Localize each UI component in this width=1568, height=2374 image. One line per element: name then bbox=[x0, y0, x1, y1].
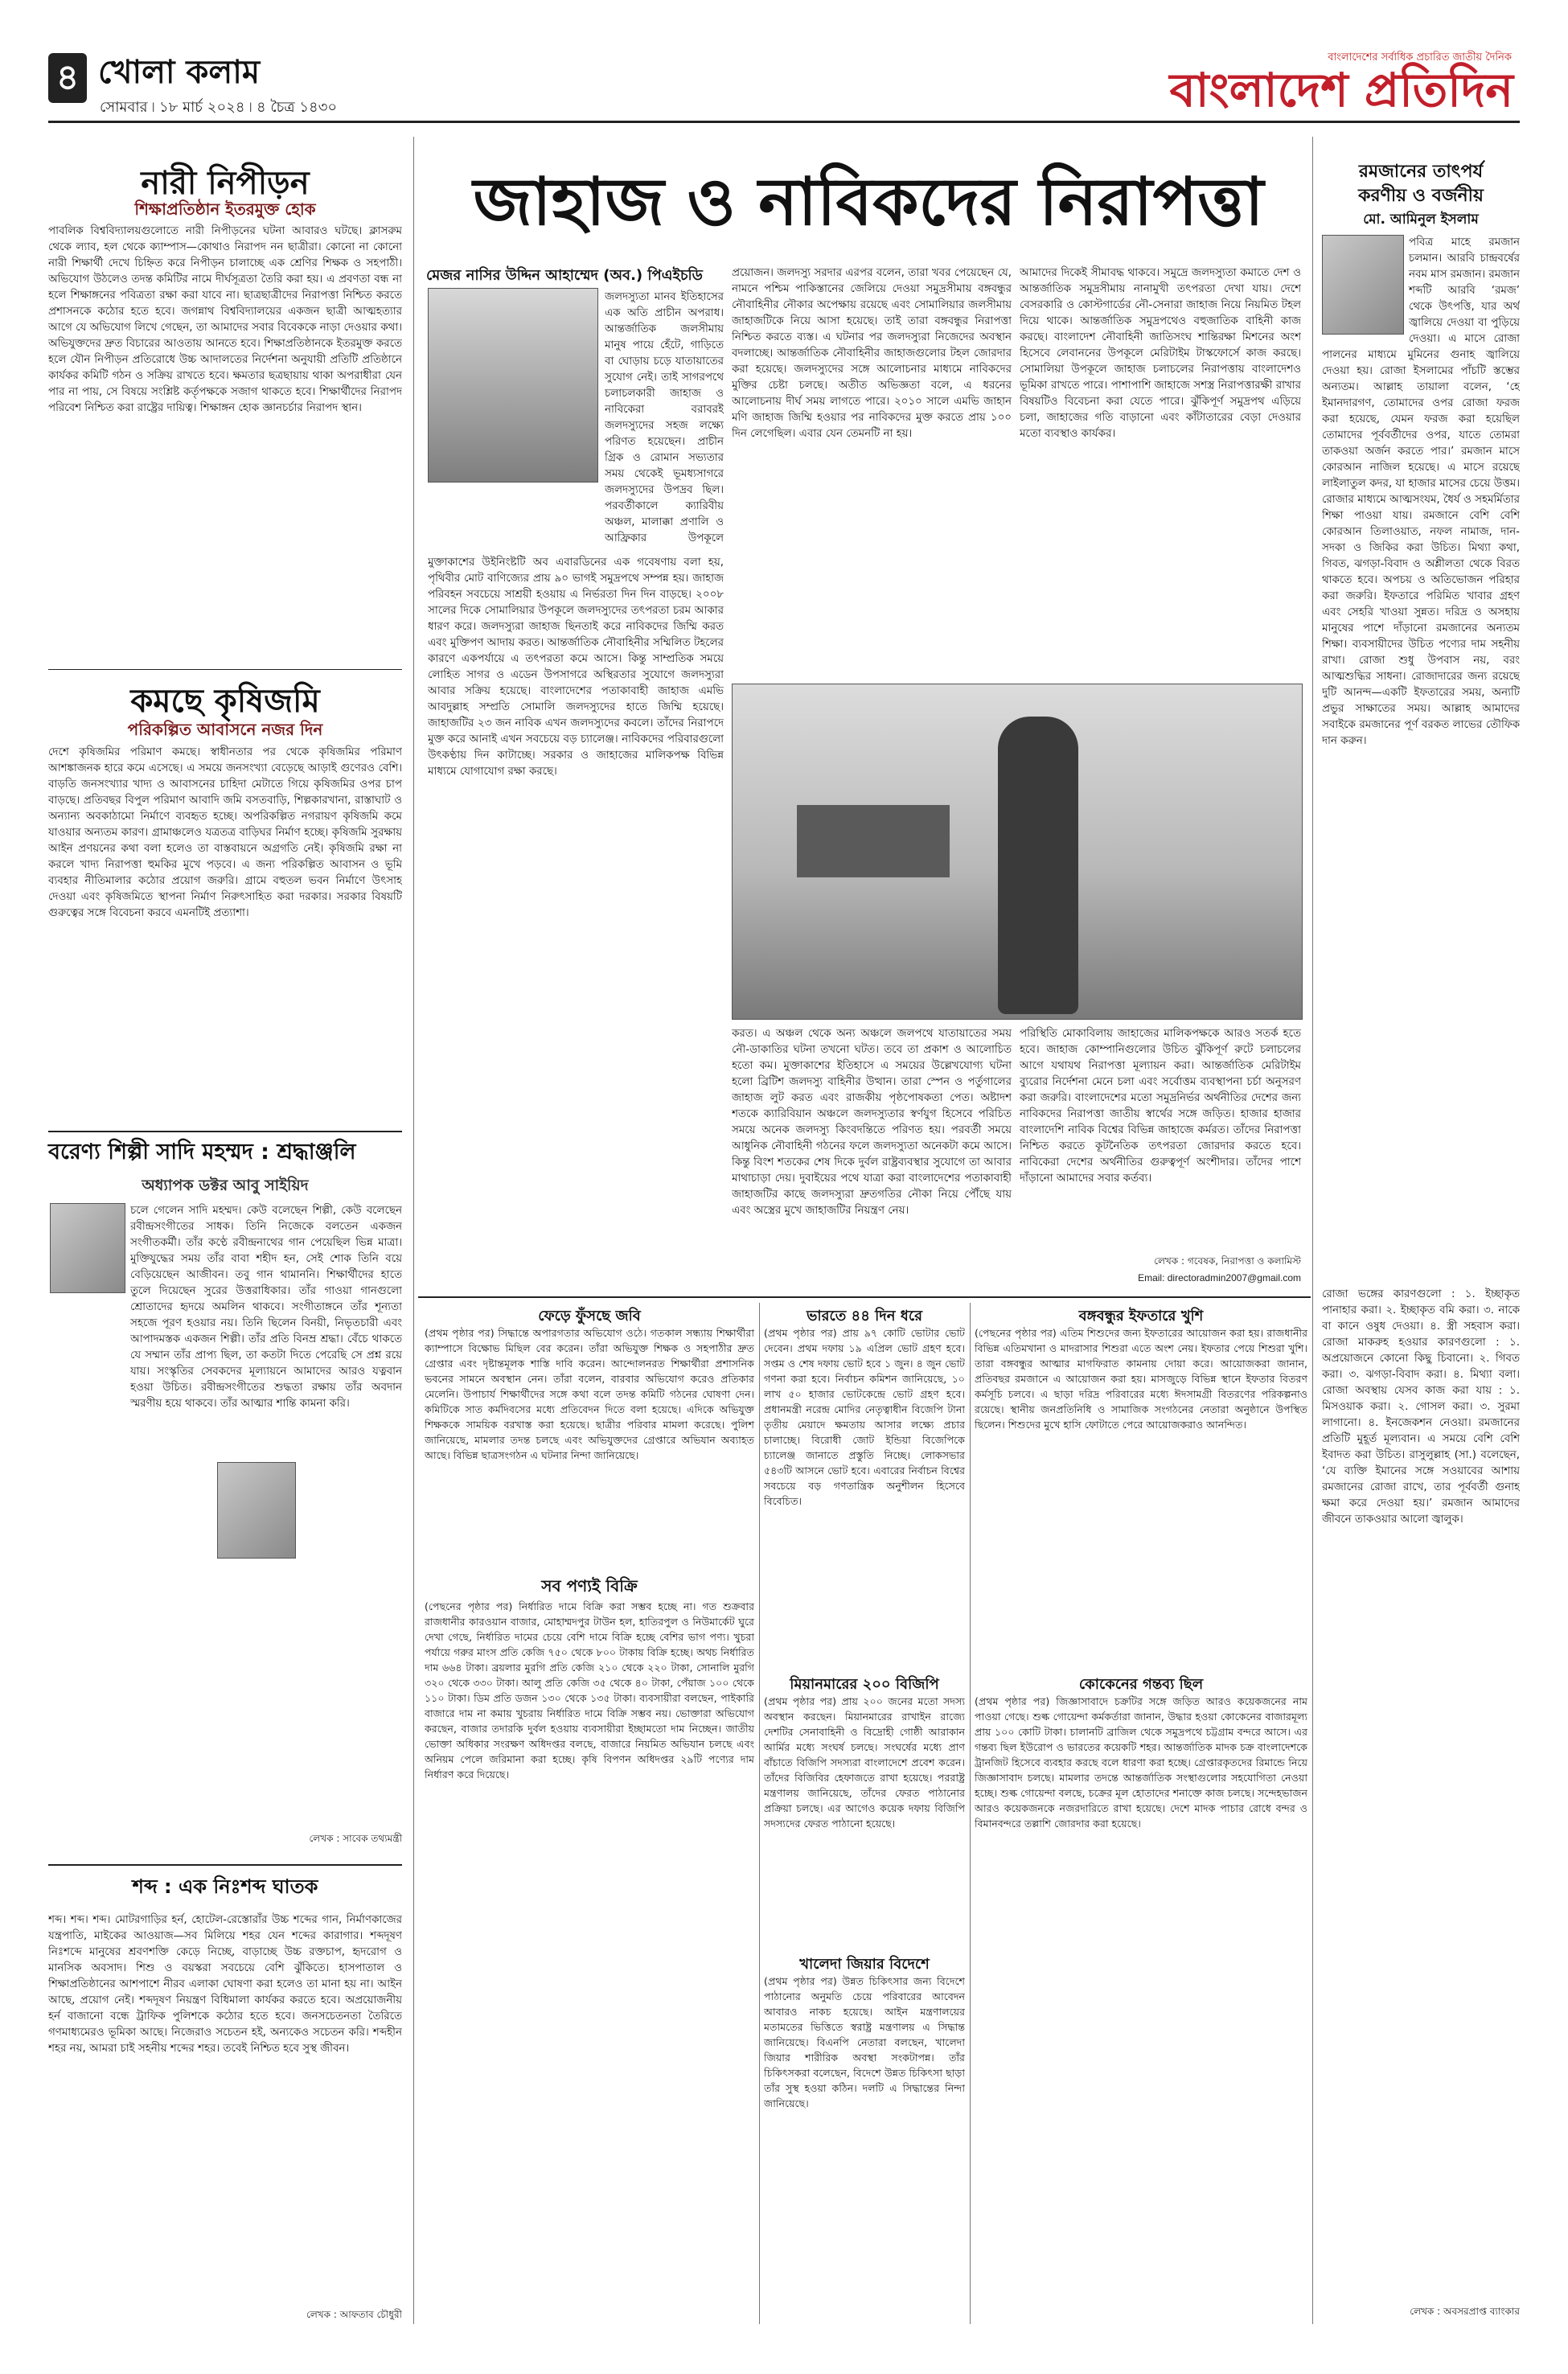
main-col4: আমাদের দিকেই সীমাবদ্ধ থাকবে। সমুদ্রে জলদস্যুতা কমাতে দেশ ও আন্তর্জাতিক সমুদ্রসীমায় নানামুখী তৎপরতা দেখা যায়। দেশে বেসরকারি ও কোস্টগার্ডের নৌ-সেনারা জাহাজ নিয়ে নিয়মিত টহল দিয়ে থাকে। আন্তর্জাতিক সমুদ্রপথেও বহুজাতিক বাহিনী কাজ করছে। বাংলাদেশ নৌবাহিনী জাতিসংঘ শান্তিরক্ষা মিশনের অংশ হিসেবে লেবাননের উপকূলে মেরিটাইম টাস্কফোর্সে কাজ করছে। সোমালিয়া উপকূলে জাহাজ চলাচলের নিরাপত্তায় বাংলাদেশও ভূমিকা রাখতে পারে। পাশাপাশি জাহাজে সশস্ত্র নিরাপত্তারক্ষী রাখার বিষয়টিও বিবেচনা করা যেতে পারে। ঝুঁকিপূর্ণ সমুদ্রপথ এড়িয়ে চলা, জাহাজের গতি বাড়ানো এবং কাঁটাতারের বেড়া দেওয়ার মতো ব্যবস্থাও কার্যকর। bbox=[1020, 267, 1301, 440]
logo-tagline: বাংলাদেশের সর্বাধিক প্রচারিত জাতীয় দৈনিক bbox=[1328, 51, 1512, 64]
shobdo-title: শব্দ : এক নিঃশব্দ ঘাতক bbox=[132, 1875, 318, 1898]
news2-body: (পেছনের পৃষ্ঠার পর) নির্ধারিত দামে বিক্রি করা সম্ভব হচ্ছে না। গত শুক্রবার রাজধানীর কারওয়ান বাজার, মোহাম্মদপুর টাউন হল, হাতিরপুল ও নিউমার্কেট ঘুরে দেখা গেছে, নির্ধারিত দামের চেয়ে বেশি দামে বিক্রি হচ্ছে বেশির ভাগ পণ্য। খুচরা পর্যায়ে গরুর মাংস প্রতি কেজি ৭৫০ থেকে ৮০০ টাকায় বিক্রি হচ্ছে। অথচ নির্ধারিত দাম ৬৬৪ টাকা। ব্রয়লার মুরগি প্রতি কেজি ২১০ থেকে ২২০ টাকা, সোনালি মুরগি ৩২০ থেকে ৩৩০ টাকা। আলু প্রতি কেজি ৩৫ থেকে ৪০ টাকা, পেঁয়াজ ১০০ থেকে ১১০ টাকা। ডিম প্রতি ডজন ১৩০ থেকে ১৩৫ টাকা। ব্যবসায়ীরা বলছেন, পাইকারি বাজারে দাম না কমায় খুচরায় নির্ধারিত দামে বিক্রি সম্ভব নয়। ভোক্তারা অভিযোগ করছেন, বাজার তদারকি দুর্বল হওয়ায় ব্যবসায়ীরা ইচ্ছামতো দাম নিচ্ছেন। জাতীয় ভোক্তা অধিকার সংরক্ষণ অধিদপ্তর বলছে, বাজারে নিয়মিত অভিযান চলছে এবং অনিয়ম পেলে জরিমানা করা হচ্ছে। কৃষি বিপণন অধিদপ্তর ২৯টি পণ্যের দাম নির্ধারণ করে দিয়েছে। bbox=[425, 1600, 754, 1780]
page-number: ৪ bbox=[55, 57, 80, 98]
sadi-mohammad-photo bbox=[217, 1462, 296, 1559]
main-col5: করত। এ অঞ্চল থেকে অন্য অঞ্চলে জলপথে যাতায়াতের সময় নৌ-ডাকাতির ঘটনা তখনো ঘটত। তবে তা প্রকাশ ও আলোচিত হতো কম। মুক্তাকাশের ইতিহাসে এ সময়ের উল্লেখযোগ্য ঘটনা হলো ব্রিটিশ জলদস্যু বাহিনীর উত্থান। তারা স্পেন ও পর্তুগালের জাহাজ লুট করত এবং রাজকীয় পৃষ্ঠপোষকতা পেত। অষ্টাদশ শতকে ক্যারিবিয়ান অঞ্চলে জলদস্যুতার স্বর্ণযুগ হিসেবে পরিচিত সময়ে অনেক জলদস্যু কিংবদন্তিতে পরিণত হয়। পরবর্তী সময়ে আধুনিক নৌবাহিনী গঠনের ফলে জলদস্যুতা অনেকটা কমে আসে। কিন্তু বিংশ শতকের শেষ দিকে দুর্বল রাষ্ট্রব্যবস্থার সুযোগে তা আবার মাথাচাড়া দেয়। দুবাইয়ের পথে যাত্রা করা বাংলাদেশের পতাকাবাহী জাহাজটির কাছে জলদস্যুরা দ্রুতগতির নৌকা নিয়ে পৌঁছে যায় এবং অস্ত্রের মুখে জাহাজটির নিয়ন্ত্রণ নেয়। bbox=[732, 1028, 1012, 1217]
masthead-rule bbox=[48, 121, 1520, 123]
divider-krishi bbox=[48, 669, 402, 670]
main-col1: জলদস্যুতা মানব ইতিহাসের এক অতি প্রাচীন অপরাধ। আন্তর্জাতিক জলসীমায় মানুষ পায়ে হেঁটে, গাড়িতে বা ঘোড়ায় চড়ে যাতায়াতের সুযোগ নেই। তাই সাগরপথে চলাচলকারী জাহাজ ও নাবিকেরা বরাবরই জলদস্যুদের সহজ লক্ষ্যে পরিণত হয়েছেন। প্রাচীন গ্রিক ও রোমান সভ্যতার সময় থেকেই ভূমধ্যসাগরে জলদস্যুদের উপদ্রব ছিল। পরবর্তীকালে ক্যারিবীয় অঞ্চল, মালাক্কা প্রণালি ও আফ্রিকার উপকূলে bbox=[605, 291, 724, 544]
main-author: মেজর নাসির উদ্দিন আহাম্মেদ (অব.) পিএইচডি bbox=[426, 267, 703, 284]
newspaper-logo: বাংলাদেশ প্রতিদিন bbox=[1169, 63, 1513, 117]
right-column-rule bbox=[1312, 137, 1313, 2324]
news-col-rule-1 bbox=[759, 1303, 760, 2324]
left-column-rule bbox=[413, 137, 414, 2324]
tribute-title: বরেণ্য শিল্পী সাদি মহম্মদ : শ্রদ্ধাঞ্জলি bbox=[48, 1140, 356, 1164]
pirate-figure bbox=[998, 717, 1078, 1014]
shobdo-body: শব্দ। শব্দ। শব্দ। মোটরগাড়ির হর্ন, হোটেল-রেস্তোরাঁর উচ্চ শব্দের গান, নির্মাণকাজের যন্ত্রপাতি, মাইকের আওয়াজ—সব মিলিয়ে শহর যেন শব্দের কারাগার। শব্দদূষণ নিঃশব্দে মানুষের শ্রবণশক্তি কেড়ে নিচ্ছে, বাড়াচ্ছে উচ্চ রক্তচাপ, হৃদরোগ ও মানসিক অবসাদ। শিশু ও বয়স্করা সবচেয়ে বেশি ঝুঁকিতে। হাসপাতাল ও শিক্ষাপ্রতিষ্ঠানের আশপাশে নীরব এলাকা ঘোষণা করা হলেও তা মানা হয় না। আইন আছে, প্রয়োগ নেই। শব্দদূষণ নিয়ন্ত্রণ বিধিমালা কার্যকর করতে হবে। অপ্রয়োজনীয় হর্ন বাজানো বন্ধে ট্রাফিক পুলিশকে কঠোর হতে হবে। জনসচেতনতা তৈরিতে গণমাধ্যমেরও ভূমিকা আছে। নিজেরাও সচেতন হই, অন্যকেও সচেতন করি। শব্দহীন শহর নয়, আমরা চাই সহনীয় শব্দের শহর। তবেই নিশ্চিত হবে সুস্থ জীবন। bbox=[48, 1914, 402, 2055]
krishi-byline: পরিকল্পিত আবাসনে নজর দিন bbox=[127, 720, 323, 739]
news6-body: (পেছনের পৃষ্ঠার পর) এতিম শিশুদের জন্য ইফতারের আয়োজন করা হয়। রাজধানীর বিভিন্ন এতিমখানা ও মাদরাসার শিশুরা এতে অংশ নেয়। ইফতার পেয়ে শিশুরা খুশি। তারা বঙ্গবন্ধুর আত্মার মাগফিরাত কামনায় দোয়া করে। আয়োজকরা জানান, প্রতিবছর রমজানে এ আয়োজন করা হয়। মাসজুড়ে বিভিন্ন স্থানে ইফতার বিতরণ কর্মসূচি চলবে। এ ছাড়া দরিদ্র পরিবারের মধ্যে ঈদসামগ্রী বিতরণের পরিকল্পনাও রয়েছে। স্থানীয় জনপ্রতিনিধি ও সামাজিক সংগঠনের নেতারা অনুষ্ঠানে উপস্থিত ছিলেন। শিশুদের মুখে হাসি ফোটাতে পেরে আয়োজকরাও আনন্দিত। bbox=[975, 1327, 1307, 1431]
main-bottom-rule bbox=[418, 1296, 1311, 1298]
news1-title: ফেড়ে ফুঁসছে জবি bbox=[538, 1308, 641, 1325]
news6-title: বঙ্গবন্ধুর ইফতারে খুশি bbox=[1078, 1308, 1204, 1325]
news5-body: (প্রথম পৃষ্ঠার পর) উন্নত চিকিৎসার জন্য বিদেশে পাঠানোর অনুমতি চেয়ে পরিবারের আবেদন আবারও নাকচ হয়েছে। আইন মন্ত্রণালয়ের মতামতের ভিত্তিতে স্বরাষ্ট্র মন্ত্রণালয় এ সিদ্ধান্ত জানিয়েছে। বিএনপি নেতারা বলছেন, খালেদা জিয়ার শারীরিক অবস্থা সংকটাপন্ন। তাঁর চিকিৎসকরা বলেছেন, বিদেশে উন্নত চিকিৎসা ছাড়া তাঁর সুস্থ হওয়া কঠিন। দলটি এ সিদ্ধান্তের নিন্দা জানিয়েছে। bbox=[764, 1975, 965, 2109]
ramzan-credit: লেখক : অবসরপ্রাপ্ত ব্যাংকার bbox=[1410, 2306, 1520, 2317]
ramzan-title-1: রমজানের তাৎপর্য bbox=[1358, 162, 1484, 182]
main-credit: লেখক : গবেষক, নিরাপত্তা ও কলামিস্ট bbox=[1154, 1255, 1301, 1267]
main-col3: প্রয়োজন। জলদস্যু সরদার এরপর বলেন, তারা খবর পেয়েছেন যে, নামনে পশ্চিম পাকিস্তানের জেলিয়ে দেওয়া সমুদ্রসীমায় বঙ্গবন্ধুর নৌবাহিনীর নৌকার অপেক্ষায় রয়েছে এবং সোমালিয়ার জলসীমায় জাহাজটিকে নিয়ে আসা হয়েছে। তাই তারা বঙ্গবন্ধুর নিরাপত্তা নিশ্চিত করতে ব্যস্ত। এ ঘটনার পর জলদস্যুরা নিজেদের অবস্থান বদলাচ্ছে। আন্তর্জাতিক নৌবাহিনীর জাহাজগুলোর টহল জোরদার করা হয়েছে। জলদস্যুদের সঙ্গে আলোচনার মাধ্যমে নাবিকদের মুক্তির চেষ্টা চলছে। অতীত অভিজ্ঞতা বলে, এ ধরনের আলোচনায় দীর্ঘ সময় লাগতে পারে। ২০১০ সালে এমভি জাহান মণি জাহাজ জিম্মি হওয়ার পর নাবিকদের মুক্ত করতে প্রায় ১০০ দিন লেগেছিল। এবার যেন তেমনটি না হয়। bbox=[732, 267, 1012, 440]
nari-body: পাবলিক বিশ্ববিদ্যালয়গুলোতে নারী নিপীড়নের ঘটনা আবারও ঘটছে। ক্লাসরুম থেকে ল্যাব, হল থেকে ক্যাম্পাস—কোথাও নিরাপদ নন ছাত্রীরা। কোনো না কোনো নারী শিক্ষার্থী দেখে চিহ্নিত করে নিপীড়ন চালাচ্ছে এক শ্রেণির শিক্ষক ও সহপাঠী। অভিযোগ উঠলেও তদন্ত কমিটির নামে দীর্ঘসূত্রতা তৈরি করা হয়। এ প্রবণতা বন্ধ না হলে শিক্ষাঙ্গনের পবিত্রতা রক্ষা করা যাবে না। ছাত্রছাত্রীদের নিরাপত্তা নিশ্চিত করতে প্রশাসনকে কঠোর হতে হবে। জগন্নাথ বিশ্ববিদ্যালয়ের একজন ছাত্রী আত্মহত্যার আগে যে অভিযোগ লিখে গেছেন, তা আমাদের সবার বিবেককে নাড়া দেওয়ার কথা। অভিযুক্তদের দ্রুত বিচারের আওতায় আনতে হবে। শিক্ষাপ্রতিষ্ঠানকে ইতরমুক্ত করতে হলে যৌন নিপীড়ন প্রতিরোধে উচ্চ আদালতের নির্দেশনা অনুযায়ী প্রতিটি প্রতিষ্ঠানে কার্যকর কমিটি গঠন ও সক্রিয় রাখতে হবে। ক্ষমতার ছত্রছায়ায় থাকা অপরাধীরা যেন পার না পায়, সে বিষয়ে সংশ্লিষ্ট কর্তৃপক্ষকে সজাগ থাকতে হবে। শিক্ষার্থীদের নিরাপদ পরিবেশ নিশ্চিত করা রাষ্ট্রের দায়িত্ব। শিক্ষাঙ্গন হোক জ্ঞানচর্চার নিরাপদ স্থান। bbox=[48, 225, 402, 414]
pirate-photo bbox=[732, 684, 1303, 1020]
main-email: Email: directoradmin2007@gmail.com bbox=[1138, 1272, 1301, 1284]
section-name: খোলা কলাম bbox=[98, 54, 261, 91]
ramzan-body: পবিত্র মাহে রমজান চলমান। আরবি চান্দ্রবর্ষের নবম মাস রমজান। রমজান শব্দটি আরবি ‘রমজ’ থেকে উৎপত্তি, যার অর্থ জ্বালিয়ে দেওয়া বা পুড়িয়ে দেওয়া। এ মাসে রোজা পালনের মাধ্যমে মুমিনের গুনাহ জ্বালিয়ে দেওয়া হয়। রোজা ইসলামের পাঁচটি স্তম্ভের অন্যতম। আল্লাহ তায়ালা বলেন, ‘হে ইমানদারগণ, তোমাদের ওপর রোজা ফরজ করা হয়েছে, যেমন ফরজ করা হয়েছিল তোমাদের পূর্ববর্তীদের ওপর, যাতে তোমরা তাকওয়া অর্জন করতে পার।’ রমজান মাসে কোরআন নাজিল হয়েছে। এ মাসে রয়েছে লাইলাতুল কদর, যা হাজার মাসের চেয়ে উত্তম। রোজার মাধ্যমে আত্মসংযম, ধৈর্য ও সহমর্মিতার শিক্ষা পাওয়া যায়। রমজানে বেশি বেশি কোরআন তিলাওয়াত, নফল নামাজ, দান-সদকা ও জিকির করা উচিত। মিথ্যা কথা, গিবত, ঝগড়া-বিবাদ ও অশ্লীলতা থেকে বিরত থাকতে হবে। অপচয় ও অতিভোজন পরিহার করা জরুরি। ইফতারে পরিমিত খাবার গ্রহণ এবং সেহরি খাওয়া সুন্নত। দরিদ্র ও অসহায় মানুষের পাশে দাঁড়ানো রমজানের অন্যতম শিক্ষা। ব্যবসায়ীদের উচিত পণ্যের দাম সহনীয় রাখা। রোজা শুধু উপবাস নয়, বরং আত্মশুদ্ধির সাধনা। রোজাদারের জন্য রয়েছে দুটি আনন্দ—একটি ইফতারের সময়, অন্যটি প্রভুর সাক্ষাতের সময়। আল্লাহ আমাদের সবাইকে রমজানের পূর্ণ বরকত লাভের তৌফিক দান করুন। bbox=[1322, 236, 1520, 747]
ship-silhouette bbox=[797, 805, 950, 877]
news2-title: সব পণ্যই বিক্রি bbox=[541, 1576, 638, 1596]
news4-body: (প্রথম পৃষ্ঠার পর) প্রায় ২০০ জনের মতো সদস্য অবস্থান করছেন। মিয়ানমারের রাখাইন রাজ্যে দেশটির সেনাবাহিনী ও বিদ্রোহী গোষ্ঠী আরাকান আর্মির মধ্যে সংঘর্ষ চলছে। সংঘর্ষের মধ্যে প্রাণ বাঁচাতে বিজিপি সদস্যরা বাংলাদেশে প্রবেশ করেন। তাঁদের বিজিবির হেফাজতে রাখা হয়েছে। পররাষ্ট্র মন্ত্রণালয় জানিয়েছে, তাঁদের ফেরত পাঠানোর প্রক্রিয়া চলছে। এর আগেও কয়েক দফায় বিজিপি সদস্যদের ফেরত পাঠানো হয়েছে। bbox=[764, 1695, 965, 1830]
main-col2: মুক্তাকাশের উইনিংষ্টটি অব এবারডিনের এক গবেষণায় বলা হয়, পৃথিবীর মোট বাণিজ্যের প্রায় ৯০ ভাগই সমুদ্রপথে সম্পন্ন হয়। জাহাজ পরিবহন সবচেয়ে সাশ্রয়ী হওয়ায় এ নির্ভরতা দিন দিন বাড়ছে। ২০০৮ সালের দিকে সোমালিয়ার উপকূলে জলদস্যুদের তৎপরতা চরম আকার ধারণ করে। জলদস্যুরা জাহাজ ছিনতাই করে নাবিকদের জিম্মি করত এবং মুক্তিপণ আদায় করত। আন্তর্জাতিক নৌবাহিনীর সম্মিলিত টহলের কারণে একপর্যায়ে এ তৎপরতা কমে আসে। কিন্তু সাম্প্রতিক সময়ে লোহিত সাগর ও এডেন উপসাগরে অস্থিরতার সুযোগে জলদস্যুরা আবার সক্রিয় হয়েছে। বাংলাদেশের পতাকাবাহী জাহাজ এমভি আবদুল্লাহ সম্প্রতি সোমালি জলদস্যুদের হাতে জিম্মি হয়েছে। জাহাজটির ২৩ জন নাবিক এখন জলদস্যুদের কবলে। তাঁদের নিরাপদে মুক্ত করে আনাই এখন সবচেয়ে বড় চ্যালেঞ্জ। নাবিকদের পরিবারগুলো উৎকণ্ঠায় দিন কাটাচ্ছে। সরকার ও জাহাজের মালিকপক্ষ বিভিন্ন মাধ্যমে যোগাযোগ রক্ষা করছে। bbox=[428, 557, 724, 778]
nari-title: নারী নিপীড়ন bbox=[141, 164, 310, 202]
tribute-byline: অধ্যাপক ডক্টর আবু সাইয়িদ bbox=[142, 1177, 309, 1194]
news7-body: (প্রথম পৃষ্ঠার পর) জিজ্ঞাসাবাদে চক্রটির সঙ্গে জড়িত আরও কয়েকজনের নাম পাওয়া গেছে। শুল্ক গোয়েন্দা কর্মকর্তারা জানান, উদ্ধার হওয়া কোকেনের বাজারমূল্য প্রায় ১০০ কোটি টাকা। চালানটি ব্রাজিল থেকে সমুদ্রপথে চট্টগ্রাম বন্দরে আসে। এর গন্তব্য ছিল ইউরোপ ও ভারতের কয়েকটি শহর। আন্তর্জাতিক মাদক চক্র বাংলাদেশকে ট্রানজিট হিসেবে ব্যবহার করছে বলে ধারণা করা হচ্ছে। গ্রেপ্তারকৃতদের রিমান্ডে নিয়ে জিজ্ঞাসাবাদ চলছে। মামলার তদন্তে আন্তর্জাতিক সংস্থাগুলোর সহযোগিতা নেওয়া হচ্ছে। শুল্ক গোয়েন্দা বলছে, চক্রের মূল হোতাদের শনাক্তে কাজ চলছে। সন্দেহভাজন আরও কয়েকজনকে নজরদারিতে রাখা হয়েছে। দেশে মাদক পাচার রোধে বন্দর ও বিমানবন্দরে তল্লাশি জোরদার করা হয়েছে। bbox=[975, 1695, 1307, 1830]
news7-title: কোকেনের গন্তব্য ছিল bbox=[1078, 1676, 1204, 1693]
news1-body: (প্রথম পৃষ্ঠার পর) সিদ্ধান্তে অপারগতার অভিযোগ ওঠে। গতকাল সন্ধ্যায় শিক্ষার্থীরা ক্যাম্পাসে বিক্ষোভ মিছিল বের করেন। তাঁরা অভিযুক্ত শিক্ষক ও সহপাঠীর দ্রুত গ্রেপ্তার এবং দৃষ্টান্তমূলক শাস্তি দাবি করেন। আন্দোলনরত শিক্ষার্থীরা প্রশাসনিক ভবনের সামনে অবস্থান নেন। তাঁরা বলেন, বারবার অভিযোগ করেও প্রতিকার মেলেনি। উপাচার্য শিক্ষার্থীদের সঙ্গে কথা বলে তদন্ত কমিটি গঠনের ঘোষণা দেন। কমিটিকে সাত কর্মদিবসের মধ্যে প্রতিবেদন দিতে বলা হয়েছে। এদিকে অভিযুক্ত শিক্ষককে সাময়িক বরখাস্ত করা হয়েছে। ছাত্রীর পরিবার মামলা করেছে। পুলিশ জানিয়েছে, মামলার তদন্ত চলছে এবং অভিযুক্তদের গ্রেপ্তারে অভিযান অব্যাহত আছে। বিভিন্ন ছাত্রসংগঠন এ ঘটনার নিন্দা জানিয়েছে। bbox=[425, 1327, 754, 1461]
news3-body: (প্রথম পৃষ্ঠার পর) প্রায় ৯৭ কোটি ভোটার ভোট দেবেন। প্রথম দফায় ১৯ এপ্রিল ভোট গ্রহণ হবে। সপ্তম ও শেষ দফায় ভোট হবে ১ জুন। ৪ জুন ভোট গণনা করা হবে। নির্বাচন কমিশন জানিয়েছে, ১০ লাখ ৫০ হাজার ভোটকেন্দ্রে ভোট গ্রহণ হবে। প্রধানমন্ত্রী নরেন্দ্র মোদির নেতৃত্বাধীন বিজেপি টানা তৃতীয় মেয়াদে ক্ষমতায় আসার লক্ষ্যে প্রচার চালাচ্ছে। বিরোধী জোট ইন্ডিয়া বিজেপিকে চ্যালেঞ্জ জানাতে প্রস্তুতি নিচ্ছে। লোকসভার ৫৪৩টি আসনে ভোট হবে। এবারের নির্বাচন বিশ্বের সবচেয়ে বড় গণতান্ত্রিক অনুশীলন হিসেবে বিবেচিত। bbox=[764, 1327, 965, 1507]
ramzan-byline: মো. আমিনুল ইসলাম bbox=[1363, 212, 1479, 228]
news3-title: ভারতে ৪৪ দিন ধরে bbox=[806, 1308, 922, 1325]
news4-title: মিয়ানমারের ২০০ বিজিপি bbox=[790, 1676, 939, 1693]
tribute-author-photo bbox=[50, 1203, 125, 1293]
nari-byline: শিক্ষাপ্রতিষ্ঠান ইতরমুক্ত হোক bbox=[134, 199, 316, 219]
krishi-body: দেশে কৃষিজমির পরিমাণ কমছে। স্বাধীনতার পর থেকে কৃষিজমির পরিমাণ আশঙ্কাজনক হারে কমে এসেছে। এ সময়ে জনসংখ্যা বেড়েছে আড়াই গুণেরও বেশি। বাড়তি জনসংখ্যার খাদ্য ও আবাসনের চাহিদা মেটাতে গিয়ে কৃষিজমির ওপর চাপ বাড়ছে। প্রতিবছর বিপুল পরিমাণ আবাদি জমি বসতবাড়ি, শিল্পকারখানা, রাস্তাঘাট ও অন্যান্য অবকাঠামো নির্মাণে ব্যবহৃত হচ্ছে। অপরিকল্পিত নগরায়ণ কৃষিজমি কমে যাওয়ার অন্যতম কারণ। গ্রামাঞ্চলেও যত্রতত্র বাড়িঘর নির্মাণ হচ্ছে। কৃষিজমি সুরক্ষায় আইন প্রণয়নের কথা বলা হলেও তা বাস্তবায়নে অগ্রগতি নেই। কৃষিজমি রক্ষা না করলে খাদ্য নিরাপত্তা হুমকির মুখে পড়বে। এ জন্য পরিকল্পিত আবাসন ও ভূমি ব্যবহার নীতিমালার কঠোর প্রয়োগ জরুরি। গ্রামে বহুতল ভবন নির্মাণে উৎসাহ দেওয়া এবং কৃষিজমিতে স্থাপনা নির্মাণ নিরুৎসাহিত করা দরকার। সরকার বিষয়টি গুরুত্বের সঙ্গে বিবেচনা করবে এমনটিই প্রত্যাশা। bbox=[48, 746, 402, 919]
krishi-title: কমছে কৃষিজমি bbox=[130, 682, 320, 720]
divider-tribute bbox=[48, 1131, 402, 1132]
main-col6: পরিস্থিতি মোকাবিলায় জাহাজের মালিকপক্ষকে আরও সতর্ক হতে হবে। জাহাজ কোম্পানিগুলোর উচিত ঝুঁকিপূর্ণ রুটে চলাচলের আগে যথাযথ নিরাপত্তা মূল্যায়ন করা। আন্তর্জাতিক মেরিটাইম ব্যুরোর নির্দেশনা মেনে চলা এবং সর্বোত্তম ব্যবস্থাপনা চর্চা অনুসরণ করা জরুরি। বাংলাদেশের মতো সমুদ্রনির্ভর অর্থনীতির দেশের জন্য নাবিকদের নিরাপত্তা জাতীয় স্বার্থের সঙ্গে জড়িত। হাজার হাজার বাংলাদেশি নাবিক বিশ্বের বিভিন্ন জাহাজে কর্মরত। তাঁদের নিরাপত্তা নিশ্চিত করতে কূটনৈতিক তৎপরতা জোরদার করতে হবে। নাবিকেরা দেশের অর্থনীতির গুরুত্বপূর্ণ অংশীদার। তাঁদের পাশে দাঁড়ানো আমাদের সবার কর্তব্য। bbox=[1020, 1028, 1301, 1185]
ramzan-body-2: রোজা ভঙ্গের কারণগুলো : ১. ইচ্ছাকৃত পানাহার করা। ২. ইচ্ছাকৃত বমি করা। ৩. নাকে বা কানে ওষুধ দেওয়া। ৪. স্ত্রী সহবাস করা। রোজা মাকরুহ হওয়ার কারণগুলো : ১. অপ্রয়োজনে কোনো কিছু চিবানো। ২. গিবত করা। ৩. ঝগড়া-বিবাদ করা। ৪. মিথ্যা বলা। রোজা অবস্থায় যেসব কাজ করা যায় : ১. মিসওয়াক করা। ২. গোসল করা। ৩. সুরমা লাগানো। ৪. ইনজেকশন নেওয়া। রমজানের প্রতিটি মুহূর্ত মূল্যবান। এ সময়ে বেশি বেশি ইবাদত করা উচিত। রাসুলুল্লাহ (সা.) বলেছেন, ‘যে ব্যক্তি ইমানের সঙ্গে সওয়াবের আশায় রমজানের রোজা রাখে, তার পূর্ববর্তী গুনাহ ক্ষমা করে দেওয়া হয়।’ রমজান আমাদের জীবনে তাকওয়ার আলো জ্বালুক। bbox=[1322, 1288, 1520, 1526]
main-author-photo bbox=[428, 288, 598, 483]
main-headline: জাহাজ ও নাবিকদের নিরাপত্তা bbox=[473, 163, 1264, 240]
date-line: সোমবার ৷ ১৮ মার্চ ২০২৪ ৷ ৪ চৈত্র ১৪৩০ bbox=[100, 99, 338, 116]
news5-title: খালেদা জিয়ার বিদেশে bbox=[799, 1956, 930, 1973]
ramzan-title-2: করণীয় ও বর্জনীয় bbox=[1358, 186, 1484, 206]
divider-shobdo bbox=[48, 1864, 402, 1866]
shobdo-credit: লেখক : আফতাব চৌধুরী bbox=[306, 2309, 402, 2320]
tribute-body: চলে গেলেন সাদি মহম্মদ। কেউ বলেছেন শিল্পী, কেউ বলেছেন রবীন্দ্রসংগীতের সাধক। তিনি নিজেকে বলতেন একজন সংগীতকর্মী। তাঁর কণ্ঠে রবীন্দ্রনাথের গান পেয়েছিল ভিন্ন মাত্রা। মুক্তিযুদ্ধের সময় তাঁর বাবা শহীদ হন, সেই শোক তিনি বয়ে বেড়িয়েছেন আজীবন। তবু গান থামাননি। শিক্ষার্থীদের হাতে তুলে দিয়েছেন সুরের উত্তরাধিকার। তাঁর গাওয়া গানগুলো শ্রোতাদের হৃদয়ে অমলিন থাকবে। সংগীতাঙ্গনে তাঁর শূন্যতা সহজে পূরণ হওয়ার নয়। তিনি ছিলেন বিনয়ী, নিভৃতচারী এবং আপাদমস্তক একজন শিল্পী। তাঁর প্রতি বিনম্র শ্রদ্ধা। বেঁচে থাকতে যে সম্মান তাঁর প্রাপ্য ছিল, তা কতটা দিতে পেরেছি সে প্রশ্ন রয়ে যায়। সংস্কৃতির সেবকদের মূল্যায়নে আমাদের আরও যত্নবান হওয়া উচিত। রবীন্দ্রসংগীতের শুদ্ধতা রক্ষায় তাঁর অবদান স্মরণীয় হয়ে থাকবে। তাঁর আত্মার শান্তি কামনা করি। bbox=[130, 1205, 402, 1410]
tribute-body-cont bbox=[48, 1565, 402, 1790]
tribute-credit: লেখক : সাবেক তথ্যমন্ত্রী bbox=[309, 1833, 402, 1844]
news-col-rule-2 bbox=[970, 1303, 971, 2324]
